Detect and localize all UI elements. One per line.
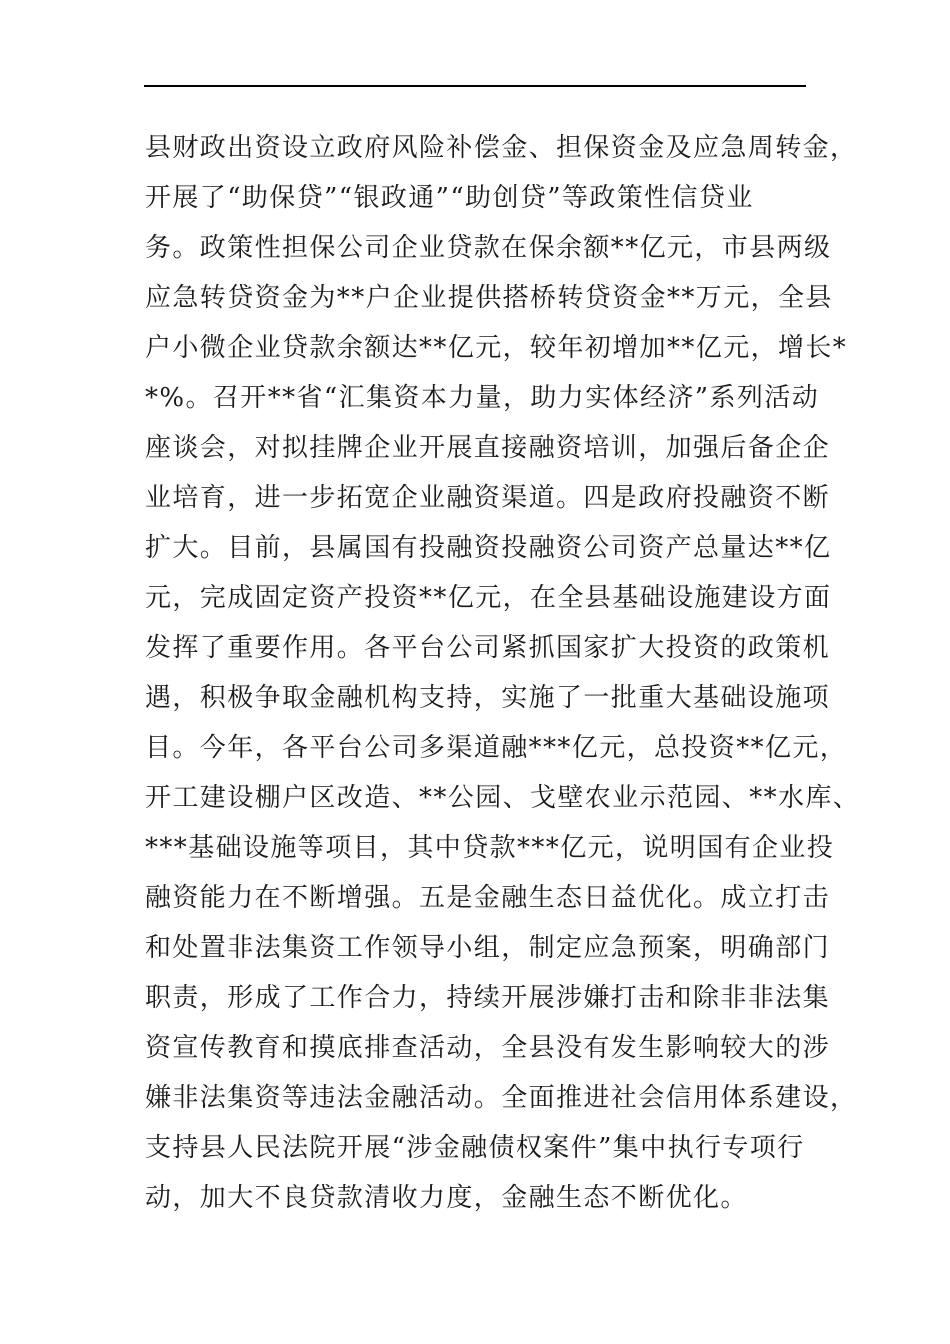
text-line: 应急转贷资金为**户企业提供搭桥转贷资金**万元，全县 [145,283,833,313]
text-line: 目。今年，各平台公司多渠道融***亿元，总投资**亿元， [145,733,848,763]
header-rule [144,85,806,87]
text-line: 融资能力在不断增强。五是金融生态日益优化。成立打击 [145,883,831,913]
text-line: 元，完成固定资产投资**亿元，在全县基础设施建设方面 [145,583,832,613]
text-line: 县财政出资设立政府风险补偿金、担保资金及应急周转金， [145,133,858,163]
text-line: 发挥了重要作用。各平台公司紧抓国家扩大投资的政策机 [145,633,831,663]
text-line: 和处置非法集资工作领导小组，制定应急预案，明确部门 [145,933,831,963]
text-line: ***基础设施等项目，其中贷款***亿元，说明国有企业投 [145,833,835,863]
text-line: 扩大。目前，县属国有投融资投融资公司资产总量达**亿 [145,533,832,563]
text-line: 职责，形成了工作合力，持续开展涉嫌打击和除非非法集 [145,983,831,1013]
text-line: 务。政策性担保公司企业贷款在保余额**亿元，市县两级 [145,233,832,263]
text-line: 资宣传教育和摸底排查活动，全县没有发生影响较大的涉 [145,1033,831,1063]
text-line: 遇，积极争取金融机构支持，实施了一批重大基础设施项 [145,683,831,713]
text-line: 开工建设棚户区改造、**公园、戈壁农业示范园、**水库、 [145,783,861,813]
text-line: 嫌非法集资等违法金融活动。全面推进社会信用体系建设， [145,1083,858,1113]
text-line: *%。召开**省“汇集资本力量，助力实体经济”系列活动 [145,383,820,413]
text-line: 户小微企业贷款余额达**亿元，较年初增加**亿元，增长* [145,333,848,363]
body-paragraph [145,123,861,1223]
text-line: 动，加大不良贷款清收力度，金融生态不断优化。 [145,1183,748,1213]
text-line: 开展了“助保贷”“银政通”“助创贷”等政策性信贷业 [145,183,754,213]
text-line: 支持县人民法院开展“涉金融债权案件”集中执行专项行 [145,1133,805,1163]
text-line: 座谈会，对拟挂牌企业开展直接融资培训，加强后备企企 [145,433,831,463]
text-line: 业培育，进一步拓宽企业融资渠道。四是政府投融资不断 [145,483,831,513]
